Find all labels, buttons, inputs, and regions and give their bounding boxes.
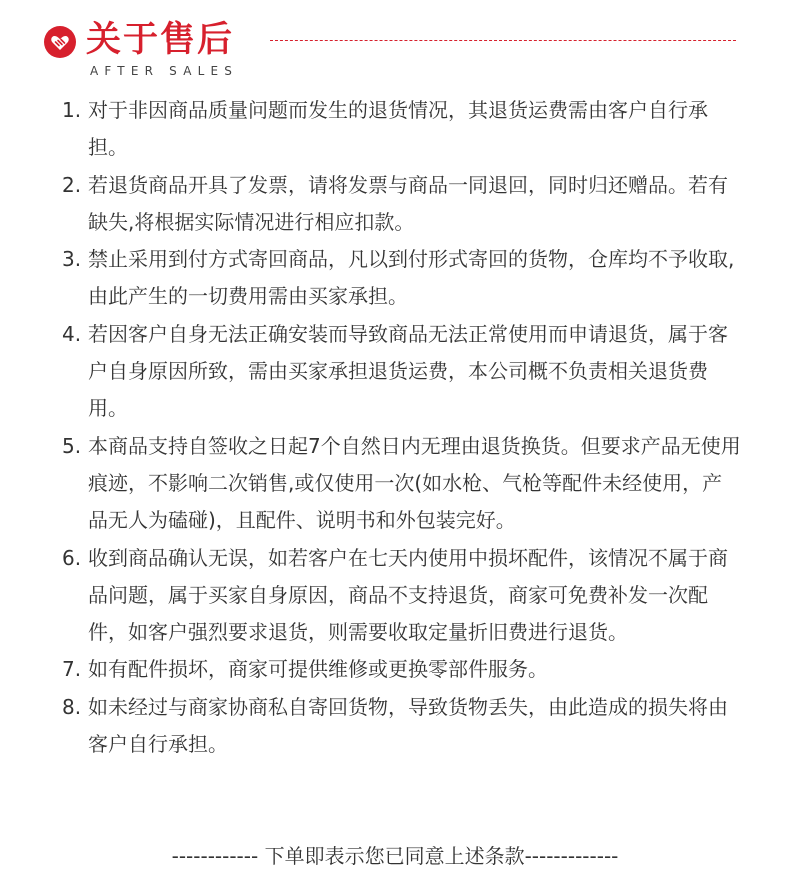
term-number: 8. xyxy=(62,694,82,719)
page-subtitle: AFTER SALES xyxy=(90,64,239,78)
term-number: 2. xyxy=(62,172,82,197)
term-item xyxy=(62,92,742,167)
page-header xyxy=(0,0,790,90)
term-text: 如有配件损坏，商家可提供维修或更换零部件服务。 xyxy=(88,657,548,682)
term-number: 7. xyxy=(62,657,82,682)
term-item xyxy=(62,540,742,652)
term-number: 5. xyxy=(62,433,82,458)
term-item xyxy=(62,651,742,688)
term-text: 禁止采用到付方式寄回商品，凡以到付形式寄回的货物，仓库均不予收取,由此产生的一切费用需由买家承担。 xyxy=(88,247,735,309)
term-number: 4. xyxy=(62,321,82,346)
handshake-heart-icon xyxy=(44,26,76,58)
terms-list xyxy=(62,92,742,763)
term-text: 如未经过与商家协商私自寄回货物，导致货物丢失，由此造成的损失将由客户自行承担。 xyxy=(88,694,728,757)
agreement-footer: ------------ 下单即表示您已同意上述条款------------- xyxy=(171,844,619,868)
term-item xyxy=(62,428,742,540)
term-text: 若因客户自身无法正确安装而导致商品无法正常使用而申请退货，属于客户自身原因所致，需由买家承担退货运费，本公司概不负责相关退货费用。 xyxy=(88,321,728,421)
term-item xyxy=(62,316,742,428)
term-text: 若退货商品开具了发票，请将发票与商品一同退回，同时归还赠品。若有缺失,将根据实际情况进行相应扣款。 xyxy=(88,172,728,234)
term-number: 6. xyxy=(62,545,82,570)
term-text: 本商品支持自签收之日起7个自然日内无理由退货换货。但要求产品无使用痕迹，不影响二次销售,或仅使用一次(如水枪、气枪等配件未经使用，产品无人为磕碰)，且配件、说明书和外包装完好。 xyxy=(88,433,741,533)
header-divider xyxy=(270,40,736,41)
term-item xyxy=(62,689,742,764)
term-text: 对于非因商品质量问题而发生的退货情况，其退货运费需由客户自行承担。 xyxy=(88,98,708,160)
term-text: 收到商品确认无误，如若客户在七天内使用中损坏配件，该情况不属于商品问题，属于买家自身原因，商品不支持退货，商家可免费补发一次配件，如客户强烈要求退货，则需要收取定量折旧费进行退货。 xyxy=(88,545,728,645)
page-title: 关于售后 xyxy=(86,20,235,60)
term-item xyxy=(62,241,742,316)
term-item xyxy=(62,167,742,242)
term-number: 3. xyxy=(62,247,82,272)
term-number: 1. xyxy=(62,98,82,122)
